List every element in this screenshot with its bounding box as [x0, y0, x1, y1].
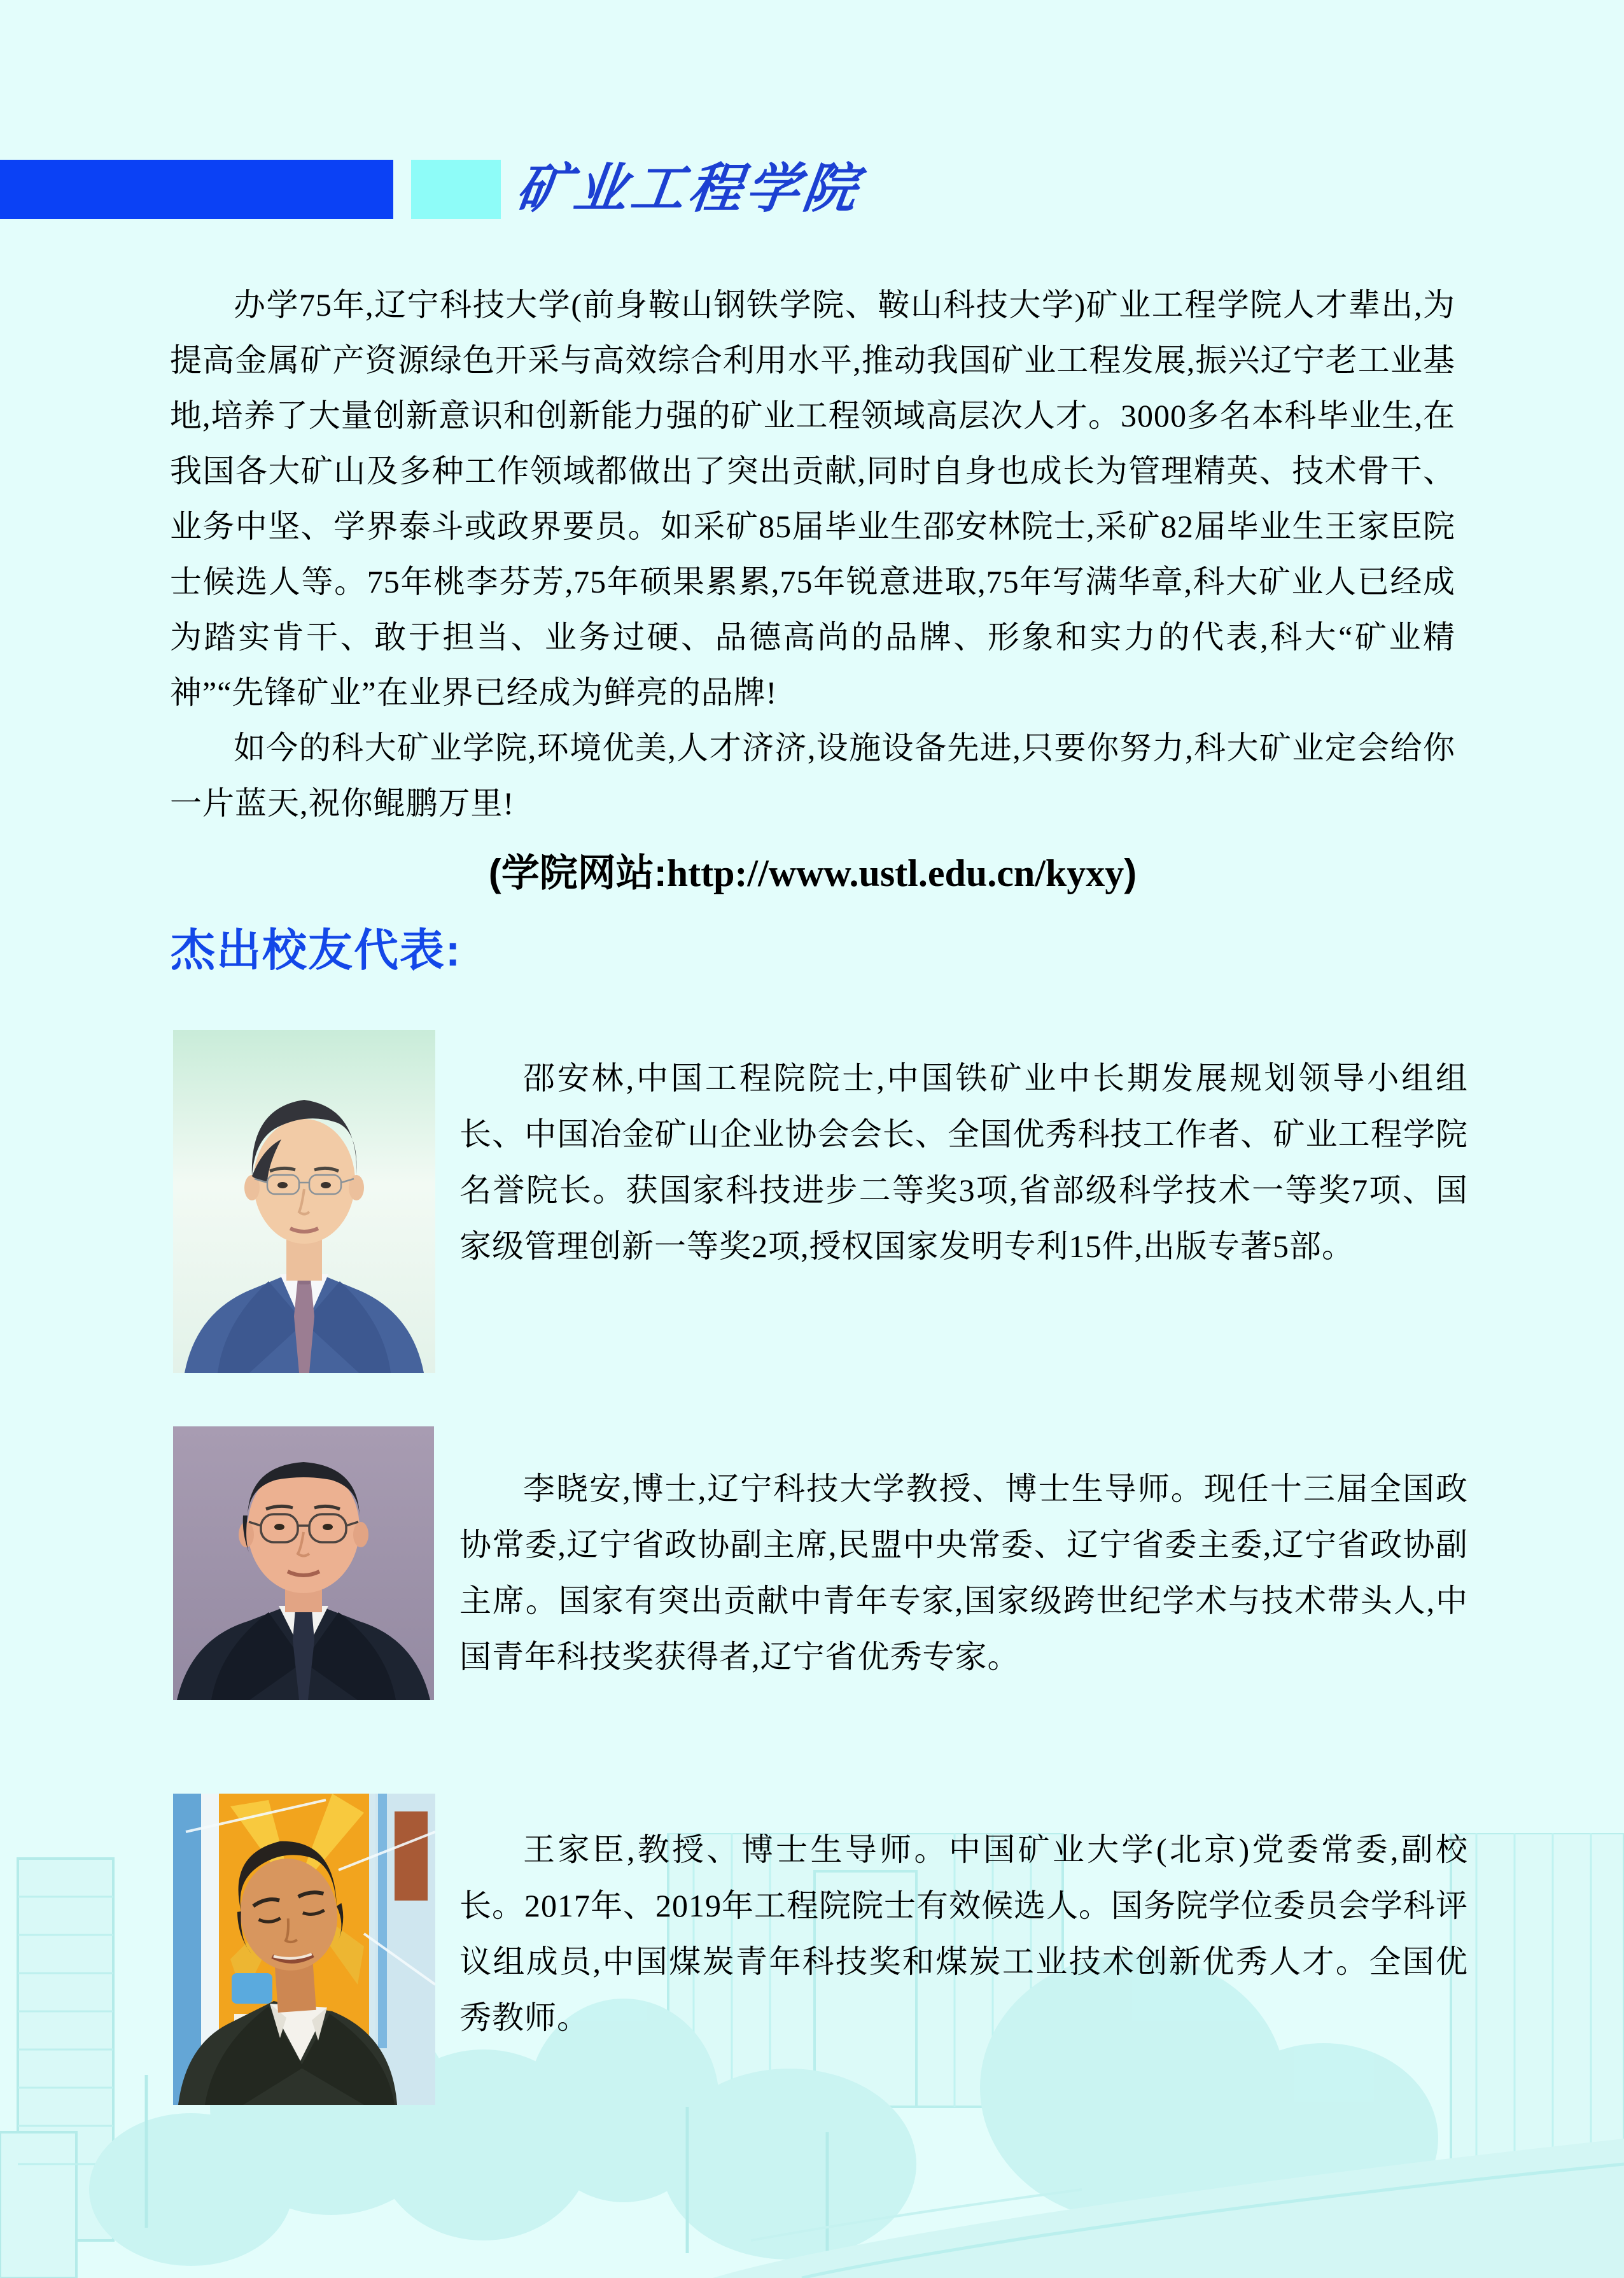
college-website-line — [170, 848, 1455, 899]
profile-photo-wang-jiachen — [173, 1794, 435, 2105]
profile-photo-li-xiaoan — [173, 1426, 434, 1700]
bio-wang-jiachen: 王家臣,教授、博士生导师。中国矿业大学(北京)党委常委,副校长。2017年、2019年工程院院士有效候选人。国务院学位委员会学科评议组成员,中国煤炭青年科技奖和煤炭工业技术创新优秀人才。全国优秀教师。 — [459, 1832, 1468, 2035]
page-title: 矿业工程学院 — [512, 157, 865, 220]
website-suffix: ) — [1124, 852, 1137, 894]
header-blue-bar — [0, 160, 393, 219]
bio-li-xiaoan: 李晓安,博士,辽宁科技大学教授、博士生导师。现任十三届全国政协常委,辽宁省政协副主席,民盟中央常委、辽宁省委主委,辽宁省政协副主席。国家有突出贡献中青年专家,国家级跨世纪学术与技术带头人,中国青年科技奖获得者,辽宁省优秀专家。 — [459, 1471, 1468, 1675]
intro-paragraph-2: 如今的科大矿业学院,环境优美,人才济济,设施设备先进,只要你努力,科大矿业定会给你一片蓝天,祝你鲲鹏万里! — [170, 730, 1455, 821]
intro-section — [170, 278, 1455, 899]
website-prefix: (学院网站: — [488, 852, 667, 894]
website-url[interactable]: http://www.ustl.edu.cn/kyxy — [666, 852, 1124, 894]
header-cyan-square — [411, 160, 501, 219]
intro-paragraph-1: 办学75年,辽宁科技大学(前身鞍山钢铁学院、鞍山科技大学)矿业工程学院人才辈出,为提高金属矿产资源绿色开采与高效综合利用水平,推动我国矿业工程发展,振兴辽宁老工业基地,培养了大量创新意识和创新能力强的矿业工程领域高层次人才。3000多名本科毕业生,在我国各大矿山及多种工作领域都做出了突出贡献,同时自身也成长为管理精英、技术骨干、业务中坚、学界泰斗或政界要员。如采矿85届毕业生邵安林院士,采矿82届毕业生王家臣院士候选人等。75年桃李芬芳,75年硕果累累,75年锐意进取,75年写满华章,科大矿业人已经成为踏实肯干、敢于担当、业务过硬、品德高尚的品牌、形象和实力的代表,科大“矿业精神”“先锋矿业”在业界已经成为鲜亮的品牌! — [170, 287, 1455, 710]
alumni-section-heading: 杰出校友代表: — [171, 925, 462, 975]
profile-photo-shao-anlin — [173, 1030, 435, 1373]
bio-shao-anlin: 邵安林,中国工程院院士,中国铁矿业中长期发展规划领导小组组长、中国冶金矿山企业协会会长、全国优秀科技工作者、矿业工程学院名誉院长。获国家科技进步二等奖3项,省部级科学技术一等奖7项、国家级管理创新一等奖2项,授权国家发明专利15件,出版专著5部。 — [459, 1060, 1468, 1264]
